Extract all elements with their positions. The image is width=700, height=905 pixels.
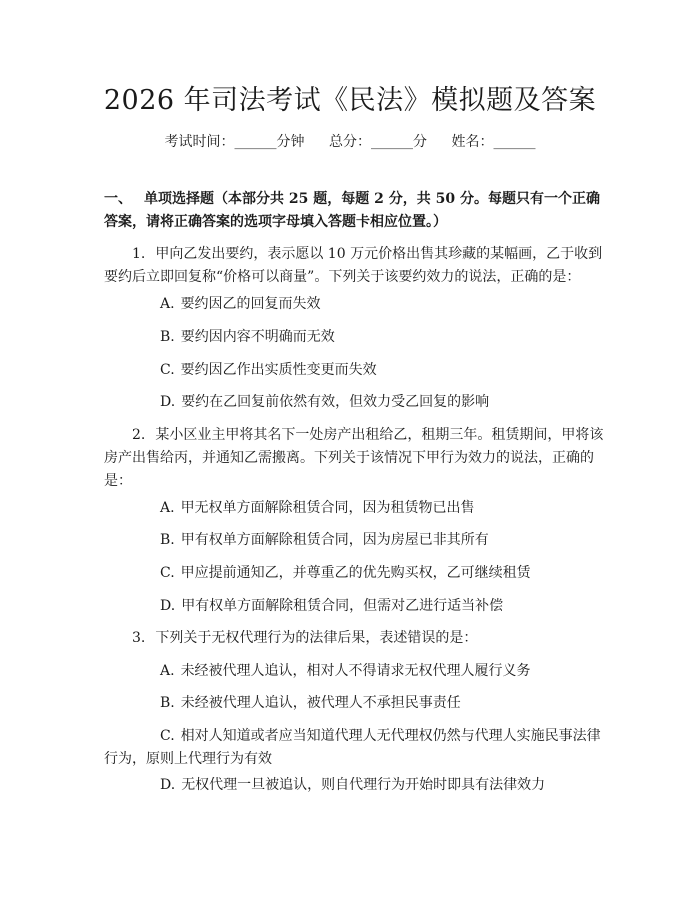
question-text: 某小区业主甲将其名下一处房产出租给乙，租期三年。租赁期间，甲将该房产出售给丙，并通知乙需搬离。下列关于该情况下甲行为效力的说法，正确的是： (104, 427, 604, 489)
option-3b (160, 692, 600, 715)
option-2d (160, 595, 600, 618)
question-number: 3. (132, 630, 146, 646)
option-text: 未经被代理人追认，相对人不得请求无权代理人履行义务 (180, 663, 531, 679)
option-3c (104, 725, 604, 771)
question-number: 1. (132, 246, 146, 262)
option-letter: B. (160, 329, 175, 345)
question-3 (104, 627, 604, 650)
option-text: 要约因乙的回复而失效 (180, 296, 321, 312)
option-text: 甲有权单方面解除租赁合同，因为房屋已非其所有 (180, 532, 489, 548)
option-letter: C. (160, 565, 175, 581)
section-heading (104, 188, 604, 234)
option-3a (160, 660, 600, 683)
option-2a (160, 497, 600, 520)
total-score-field: 总分：______分 (329, 134, 427, 150)
option-1c (160, 359, 600, 382)
option-1d (160, 391, 600, 414)
option-text: 要约因乙作出实质性变更而失效 (180, 362, 377, 378)
option-text: 未经被代理人追认，被代理人不承担民事责任 (180, 695, 461, 711)
question-text: 下列关于无权代理行为的法律后果，表述错误的是： (155, 630, 478, 646)
option-letter: D. (160, 598, 176, 614)
question-text: 甲向乙发出要约，表示愿以 10 万元价格出售其珍藏的某幅画，乙于收到要约后立即回复称“价格可以商量”。下列关于该要约效力的说法，正确的是： (104, 246, 603, 285)
question-number: 2. (132, 427, 146, 443)
option-letter: A. (160, 663, 175, 679)
option-text: 要约因内容不明确而无效 (180, 329, 335, 345)
option-letter: A. (160, 500, 175, 516)
option-letter: D. (160, 777, 176, 793)
option-letter: C. (160, 728, 175, 744)
section-instructions: 单项选择题（本部分共 25 题，每题 2 分，共 50 分。每题只有一个正确答案，请将正确答案的选项字母填入答题卡相应位置。） (104, 191, 600, 230)
option-text: 甲无权单方面解除租赁合同，因为租赁物已出售 (180, 500, 475, 516)
exam-meta (0, 131, 700, 151)
option-letter: B. (160, 695, 175, 711)
option-2c (160, 562, 600, 585)
option-2b (160, 529, 600, 552)
option-1a (160, 293, 600, 316)
question-2 (104, 424, 604, 493)
option-text: 甲有权单方面解除租赁合同，但需对乙进行适当补偿 (181, 598, 504, 614)
option-1b (160, 326, 600, 349)
page-title: 2026 年司法考试《民法》模拟题及答案 (103, 85, 597, 116)
option-letter: D. (160, 394, 176, 410)
option-text: 要约在乙回复前依然有效，但效力受乙回复的影响 (181, 394, 490, 410)
option-letter: B. (160, 532, 175, 548)
section-number: 一、 (104, 191, 132, 207)
option-letter: C. (160, 362, 175, 378)
option-3d (160, 774, 600, 797)
option-text: 相对人知道或者应当知道代理人无代理权仍然与代理人实施民事法律行为，原则上代理行为有效 (104, 728, 601, 767)
option-letter: A. (160, 296, 175, 312)
question-1 (104, 243, 604, 289)
exam-time-field: 考试时间：______分钟 (164, 134, 305, 150)
name-field: 姓名：______ (451, 134, 536, 150)
option-text: 甲应提前通知乙，并尊重乙的优先购买权，乙可继续租赁 (180, 565, 531, 581)
option-text: 无权代理一旦被追认，则自代理行为开始时即具有法律效力 (181, 777, 546, 793)
